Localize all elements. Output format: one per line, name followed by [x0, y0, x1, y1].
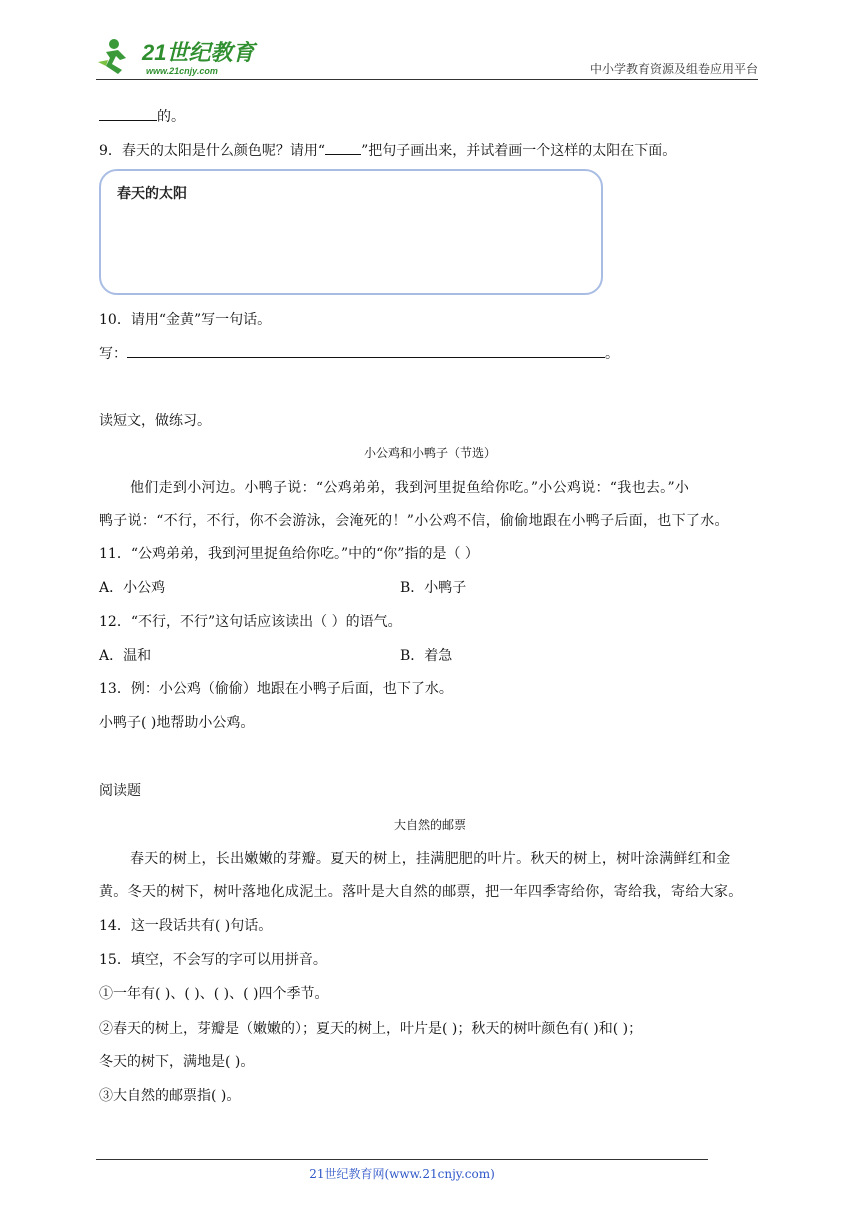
passage2-line-1: 春天的树上，长出嫩嫩的芽瓣。夏天的树上，挂满肥肥的叶片。秋天的树上，树叶涂满鲜红和金 [130, 851, 731, 867]
write-line: 写： 。 [99, 343, 619, 364]
question-15: 15．填空，不会写的字可以用拼音。 [99, 952, 327, 968]
underline-sample [325, 140, 361, 155]
runner-icon [98, 39, 126, 74]
question-14: 14．这一段话共有( )句话。 [99, 918, 273, 934]
q15-sub-1: ①一年有( )、( )、( )、( )四个季节。 [99, 986, 329, 1002]
q11-option-b[interactable]: B．小鸭子 [400, 580, 467, 596]
passage1-line-2: 鸭子说：“不行，不行，你不会游泳，会淹死的！”小公鸡不信，偷偷地跟在小鸭子后面，也下了水。 [99, 513, 729, 529]
footer-link[interactable]: 21世纪教育网(www.21cnjy.com) [309, 1167, 495, 1181]
logo-text: 21世纪教育 [142, 40, 255, 65]
prev-question-tail: 的。 [99, 106, 185, 127]
passage2-intro: 阅读题 [99, 783, 141, 799]
question-10: 10．请用“金黄”写一句话。 [99, 312, 272, 328]
sun-box-title: 春天的太阳 [117, 186, 187, 202]
header-rule [96, 79, 758, 80]
question-12: 12．“不行，不行”这句话应该读出（ ）的语气。 [99, 614, 402, 630]
question-11: 11．“公鸡弟弟，我到河里捉鱼给你吃。”中的“你”指的是（ ） [99, 546, 479, 562]
question-13-example: 13．例：小公鸡（偷偷）地跟在小鸭子后面，也下了水。 [99, 681, 453, 697]
q15-sub-2-line-1: ②春天的树上，芽瓣是（嫩嫩的）；夏天的树上，叶片是( )；秋天的树叶颜色有( )和( )； [99, 1021, 643, 1037]
passage1-line-1: 他们走到小河边。小鸭子说：“公鸡弟弟，我到河里捉鱼给你吃。”小公鸡说：“我也去。”小 [130, 480, 690, 496]
passage1-title: 小公鸡和小鸭子（节选） [363, 446, 496, 460]
passage2-line-2: 黄。冬天的树下，树叶落地化成泥土。落叶是大自然的邮票，把一年四季寄给你，寄给我，寄给大家。 [99, 884, 743, 900]
logo-url: www.21cnjy.com [146, 66, 218, 76]
passage2-title: 大自然的邮票 [393, 818, 466, 832]
question-13-fill: 小鸭子( )地帮助小公鸡。 [99, 715, 255, 731]
answer-blank[interactable] [99, 106, 157, 121]
platform-name: 中小学教育资源及组卷应用平台 [589, 62, 758, 76]
site-logo [96, 36, 266, 78]
q12-option-b[interactable]: B．着急 [400, 648, 453, 664]
sun-drawing-box[interactable] [99, 169, 603, 295]
footer-rule [96, 1159, 708, 1160]
q11-option-a[interactable]: A．小公鸡 [99, 580, 166, 596]
q12-option-a[interactable]: A．温和 [99, 648, 152, 664]
question-9: 9．春天的太阳是什么颜色呢？请用“ ”把句子画出来，并试着画一个这样的太阳在下面。 [99, 140, 676, 161]
write-blank[interactable] [127, 343, 605, 358]
passage1-intro: 读短文，做练习。 [99, 413, 211, 429]
q15-sub-2-line-2: 冬天的树下，满地是( )。 [99, 1054, 255, 1070]
q15-sub-3: ③大自然的邮票指( )。 [99, 1088, 241, 1104]
